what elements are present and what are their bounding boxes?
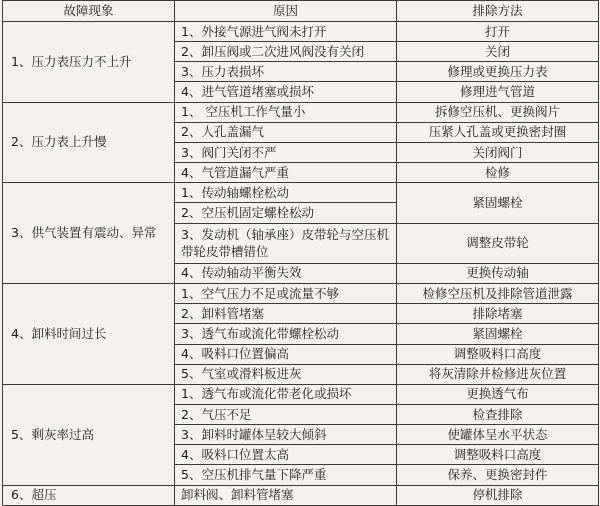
cause-cell: 1、透气布或流化带老化或损坏 bbox=[175, 384, 397, 404]
symptom-cell: 1、压力表压力不上升 bbox=[3, 22, 175, 103]
symptom-cell: 5、剩灰率过高 bbox=[3, 384, 175, 485]
symptom-cell: 2、压力表上升慢 bbox=[3, 102, 175, 183]
troubleshooting-table bbox=[2, 0, 599, 506]
fix-cell: 检修 bbox=[397, 163, 599, 183]
cause-cell: 3、卸料时罐体呈较大倾斜 bbox=[175, 425, 397, 445]
fix-cell: 压紧人孔盖或更换密封圈 bbox=[397, 122, 599, 142]
fix-cell: 调整吸料口高度 bbox=[397, 445, 599, 465]
table-row bbox=[3, 384, 599, 404]
fix-cell: 停机排除 bbox=[397, 485, 599, 505]
fix-cell: 紧固螺栓 bbox=[397, 324, 599, 344]
fix-cell: 拆修空压机、更换阀片 bbox=[397, 102, 599, 122]
table-row bbox=[3, 485, 599, 505]
fix-cell: 更换传动轴 bbox=[397, 263, 599, 283]
cause-cell: 2、气压不足 bbox=[175, 404, 397, 424]
cause-cell: 4、传动轴动平衡失效 bbox=[175, 263, 397, 283]
fix-cell: 将灰清除并检修进灰位置 bbox=[397, 364, 599, 384]
cause-cell: 2、卸压阀或二次进风阀没有关闭 bbox=[175, 42, 397, 62]
fix-cell: 检修空压机及排除管道泄露 bbox=[397, 284, 599, 304]
table-row bbox=[3, 284, 599, 304]
fix-cell: 保养、更换密封件 bbox=[397, 465, 599, 485]
cause-cell: 3、透气布或流化带螺栓松动 bbox=[175, 324, 397, 344]
cause-cell: 3、发动机（轴承座）皮带轮与空压机带轮皮带槽错位 bbox=[175, 223, 397, 263]
fix-cell: 打开 bbox=[397, 22, 599, 42]
symptom-cell: 6、超压 bbox=[3, 485, 175, 505]
fix-cell: 修理或更换压力表 bbox=[397, 62, 599, 82]
cause-cell: 5、空压机排气量下降严重 bbox=[175, 465, 397, 485]
cause-cell: 2、空压机固定螺栓松动 bbox=[175, 203, 397, 223]
fix-cell: 关闭 bbox=[397, 42, 599, 62]
fix-cell: 排除堵塞 bbox=[397, 304, 599, 324]
symptom-cell: 3、供气装置有震动、异常 bbox=[3, 183, 175, 284]
cause-cell: 3、阀门关闭不严 bbox=[175, 142, 397, 162]
header-symptom: 故障现象 bbox=[3, 1, 175, 22]
cause-cell: 4、吸料口位置偏高 bbox=[175, 344, 397, 364]
fix-cell: 检查排除 bbox=[397, 404, 599, 424]
fix-cell: 更换透气布 bbox=[397, 384, 599, 404]
cause-cell: 4、气管道漏气严重 bbox=[175, 163, 397, 183]
fix-cell: 调整吸料口高度 bbox=[397, 344, 599, 364]
cause-cell: 1、传动轴螺栓松动 bbox=[175, 183, 397, 203]
cause-cell: 1、外接气源进气阀未打开 bbox=[175, 22, 397, 42]
cause-cell: 1、空气压力不足或流量不够 bbox=[175, 284, 397, 304]
cause-cell: 4、吸料口位置太高 bbox=[175, 445, 397, 465]
header-fix: 排除方法 bbox=[397, 1, 599, 22]
fix-cell: 紧固螺栓 bbox=[397, 183, 599, 223]
header-row bbox=[3, 1, 599, 22]
table-row bbox=[3, 22, 599, 42]
table-row bbox=[3, 183, 599, 203]
cause-cell: 1、 空压机工作气量小 bbox=[175, 102, 397, 122]
cause-cell: 2、卸料管堵塞 bbox=[175, 304, 397, 324]
fix-cell: 关闭阀门 bbox=[397, 142, 599, 162]
cause-cell: 5、气室或滑料板进灰 bbox=[175, 364, 397, 384]
cause-cell: 卸料阀、卸料管堵塞 bbox=[175, 485, 397, 505]
symptom-cell: 4、卸料时间过长 bbox=[3, 284, 175, 385]
header-cause: 原因 bbox=[175, 1, 397, 22]
cause-cell: 4、进气管道堵塞或损坏 bbox=[175, 82, 397, 102]
table-row bbox=[3, 102, 599, 122]
cause-cell: 3、压力表损坏 bbox=[175, 62, 397, 82]
fix-cell: 修理进气管道 bbox=[397, 82, 599, 102]
fix-cell: 调整皮带轮 bbox=[397, 223, 599, 263]
cause-cell: 2、人孔盖漏气 bbox=[175, 122, 397, 142]
fix-cell: 使罐体呈水平状态 bbox=[397, 425, 599, 445]
